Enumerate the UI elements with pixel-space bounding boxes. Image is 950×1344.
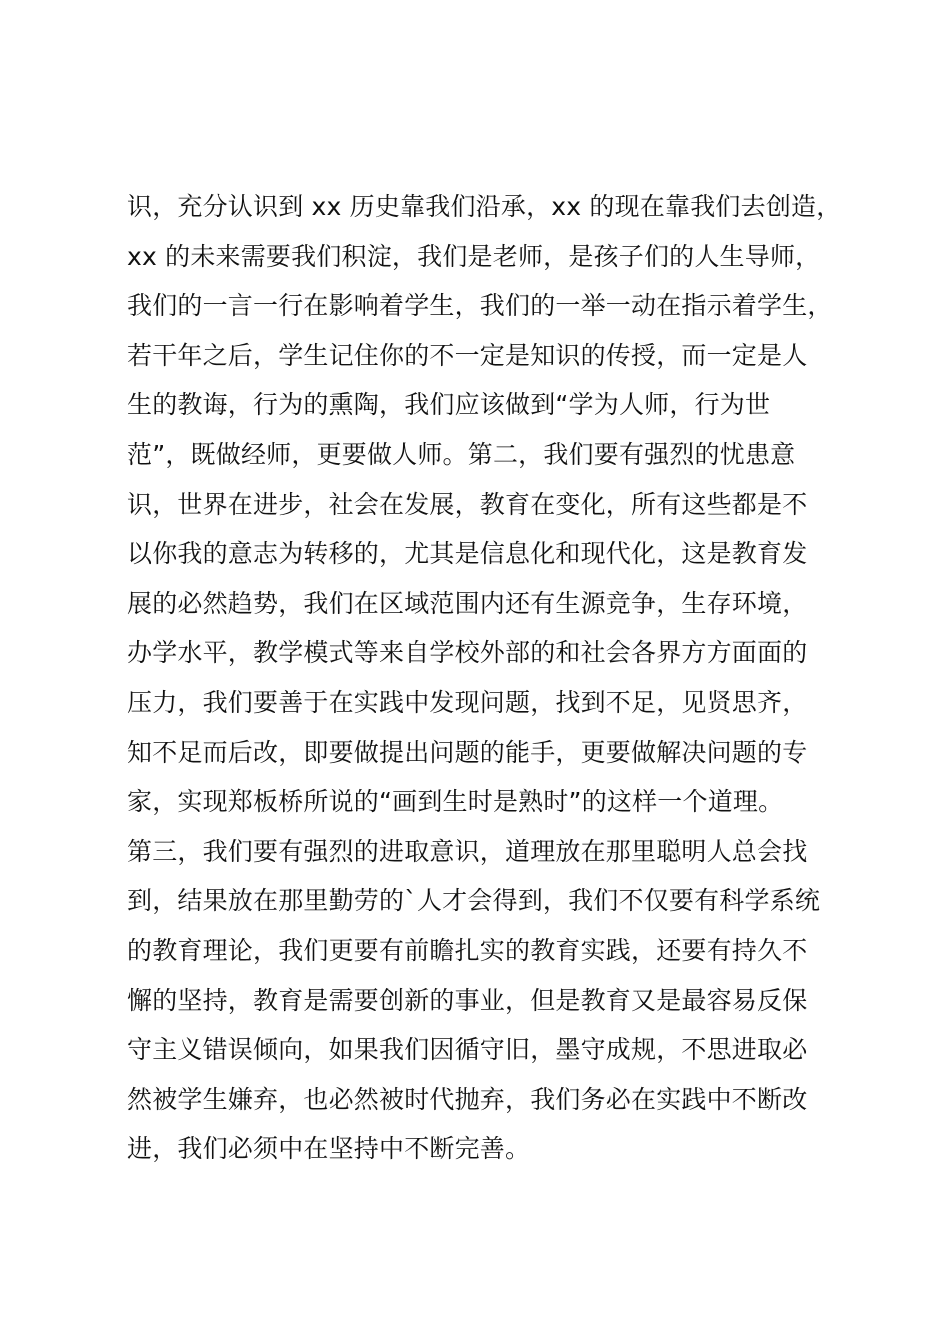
text-line: 守主义错误倾向，如果我们因循守旧，墨守成规，不思进取必 <box>127 1035 808 1065</box>
text-line: 第三，我们要有强烈的进取意识，道理放在那里聪明人总会找 <box>127 836 808 866</box>
text-line: 展的必然趋势，我们在区域范围内还有生源竞争，生存环境， <box>127 588 808 618</box>
text-line: 进，我们必须中在坚持中不断完善。 <box>127 1134 531 1164</box>
text-line: 到，结果放在那里勤劳的`人才会得到，我们不仅要有科学系统 <box>127 886 821 916</box>
text-line: 办学水平，教学模式等来自学校外部的和社会各界方方面面的 <box>127 638 808 668</box>
text-line: 知不足而后改，即要做提出问题的能手，更要做解决问题的专 <box>127 737 808 767</box>
body-text <box>127 182 867 1174</box>
text-line: 懈的坚持，教育是需要创新的事业，但是教育又是最容易反保 <box>127 985 808 1015</box>
text-line: 压力，我们要善于在实践中发现问题，找到不足，见贤思齐， <box>127 687 808 717</box>
text-line: 以你我的意志为转移的，尤其是信息化和现代化，这是教育发 <box>127 539 808 569</box>
text-line: 识，充分认识到 xx 历史靠我们沿承，xx 的现在靠我们去创造， <box>127 192 842 221</box>
text-line: 我们的一言一行在影响着学生，我们的一举一动在指示着学生， <box>127 291 833 321</box>
text-line: xx 的未来需要我们积淀，我们是老师，是孩子们的人生导师， <box>127 241 821 271</box>
text-line: 识，世界在进步，社会在发展，教育在变化，所有这些都是不 <box>127 489 808 519</box>
text-line: 生的教诲，行为的熏陶，我们应该做到“学为人师，行为世 <box>127 390 771 420</box>
text-line: 家，实现郑板桥所说的“画到生时是熟时”的这样一个道理。 <box>127 787 784 817</box>
text-line: 然被学生嫌弃，也必然被时代抛弃，我们务必在实践中不断改 <box>127 1084 808 1114</box>
text-line: 若干年之后，学生记住你的不一定是知识的传授，而一定是人 <box>127 340 808 370</box>
text-line: 范”，既做经师，更要做人师。第二，我们要有强烈的忧患意 <box>127 439 796 469</box>
text-line: 的教育理论，我们更要有前瞻扎实的教育实践，还要有持久不 <box>127 935 808 965</box>
